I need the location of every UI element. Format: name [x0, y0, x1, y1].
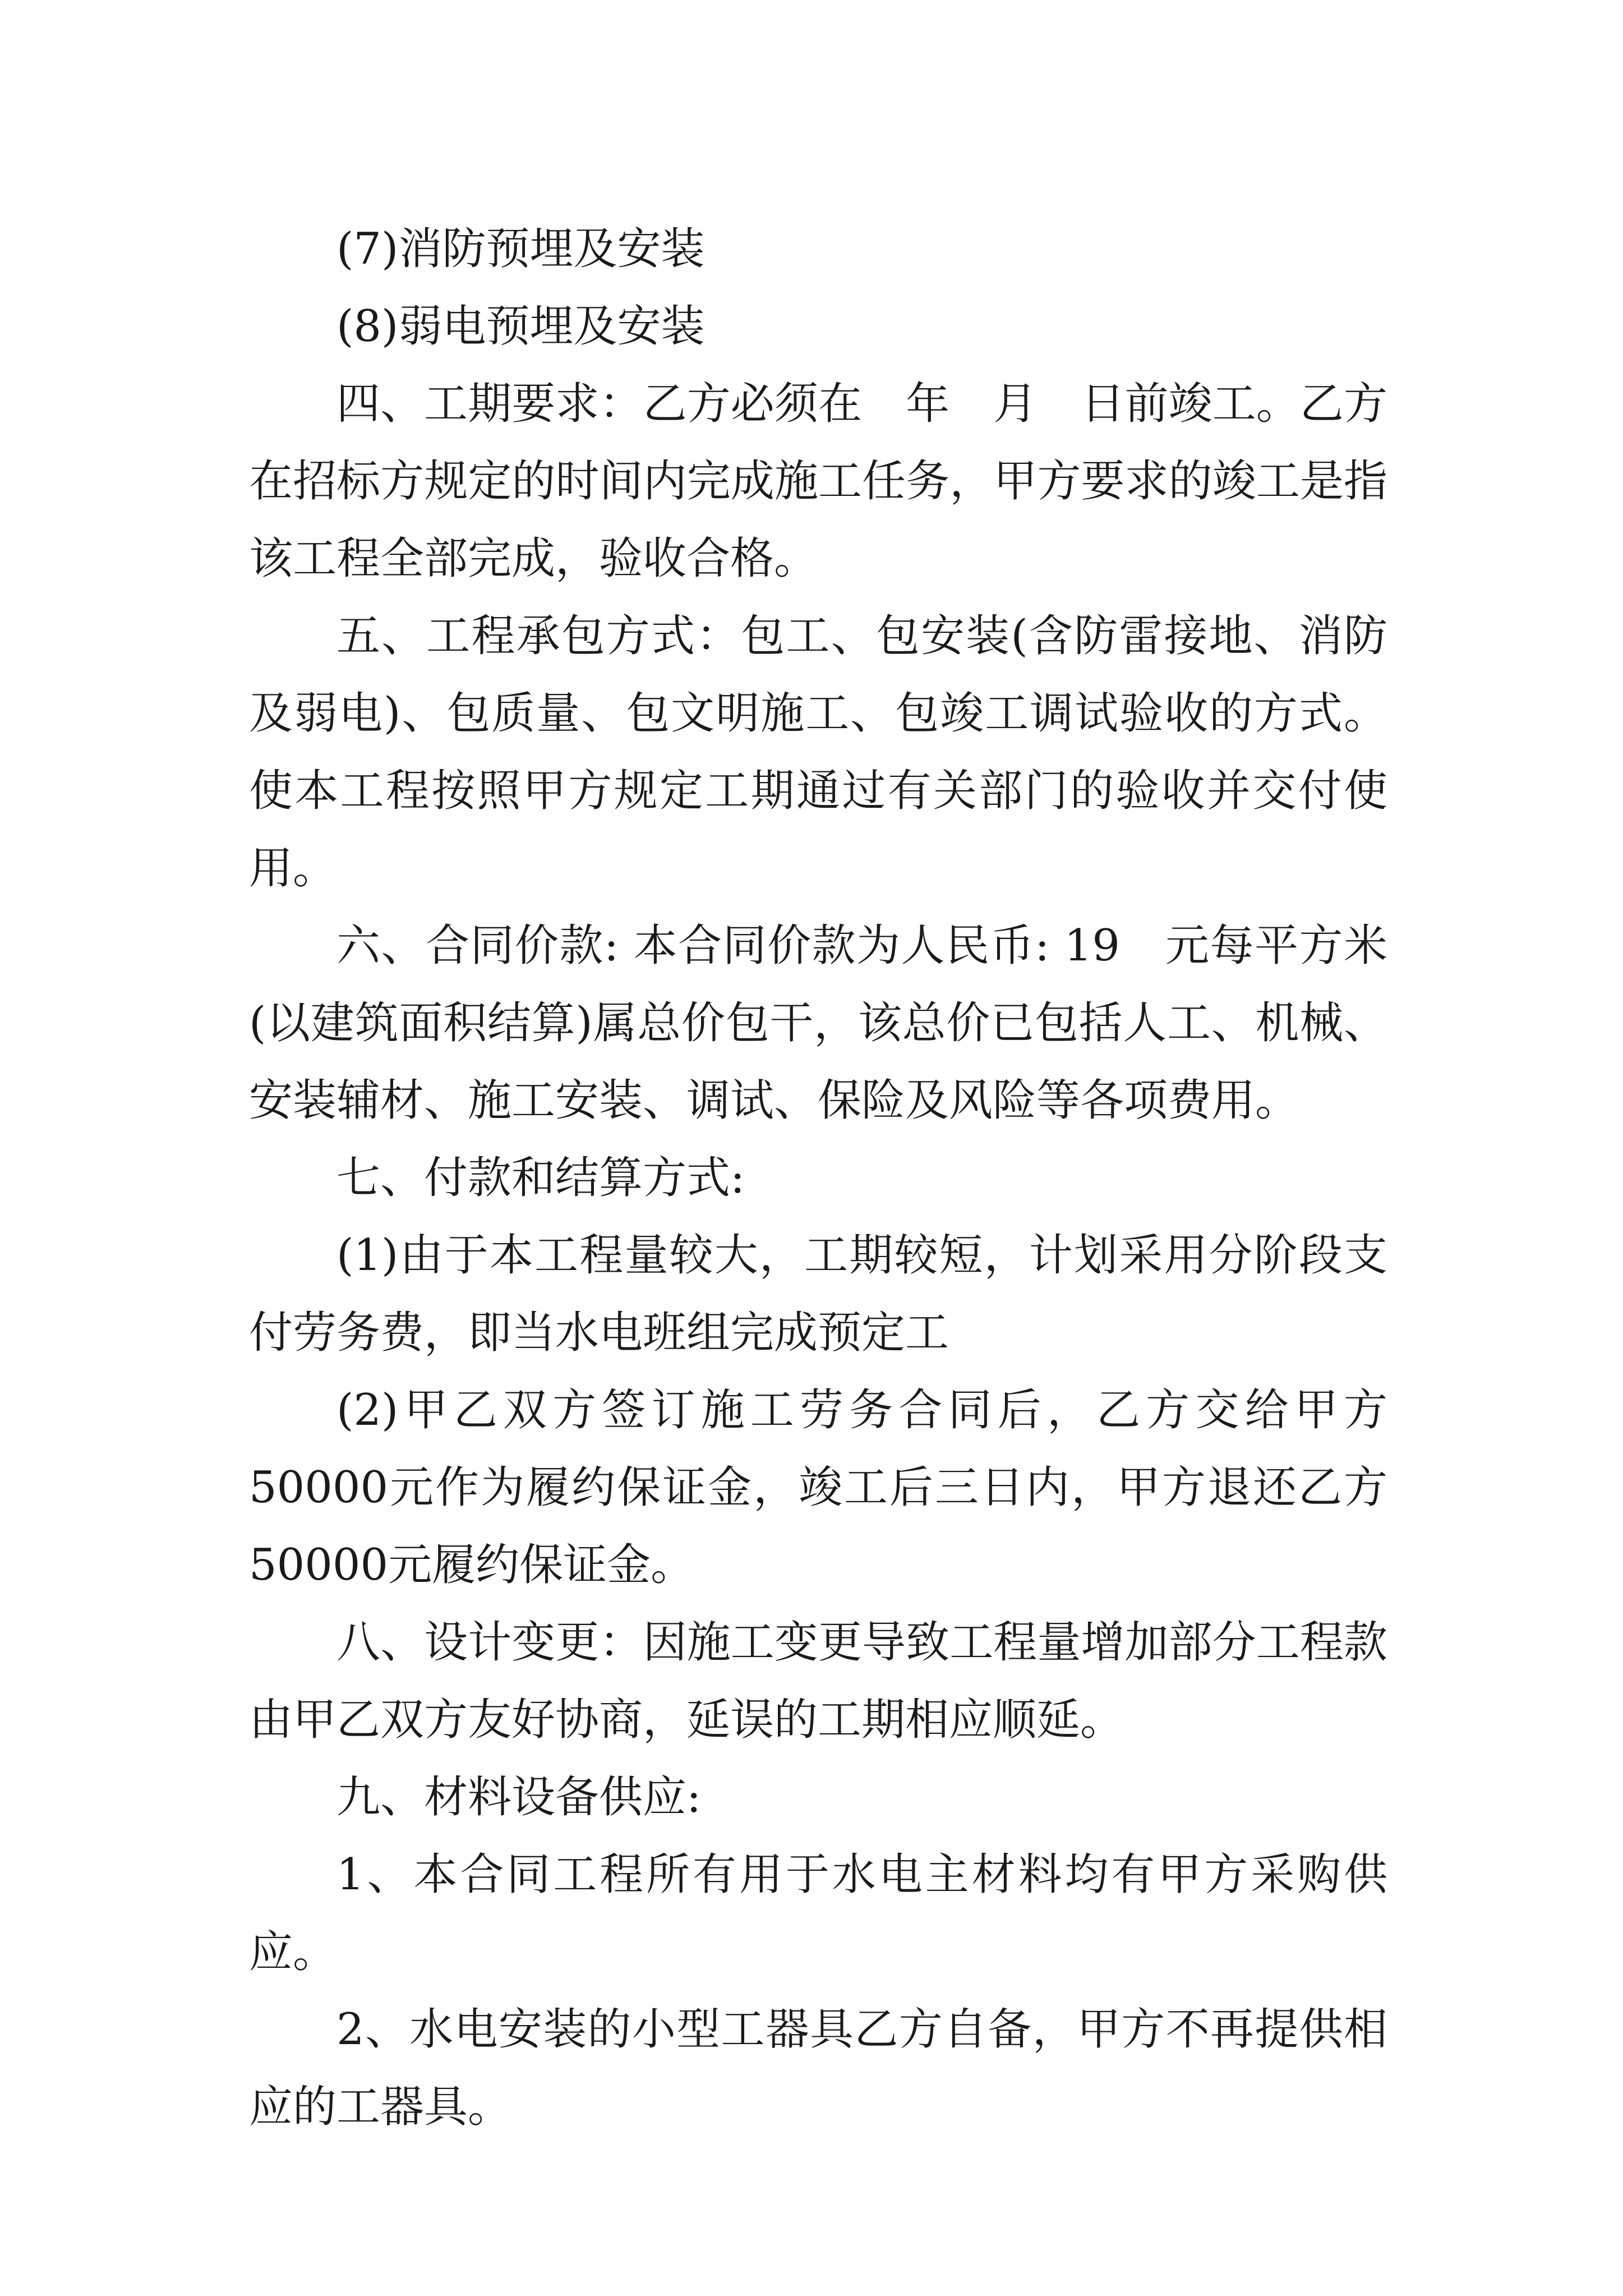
paragraph-contract-method: 五、工程承包方式：包工、包安装(含防雷接地、消防及弱电)、包质量、包文明施工、包竣工调试验收的方式。使本工程按照甲方规定工期通过有关部门的验收并交付使用。: [249, 611, 1387, 894]
paragraph-materials-1: 1、本合同工程所有用于水电主材料均有甲方采购供应。: [249, 1849, 1387, 1977]
paragraph-payment-1: (1)由于本工程量较大，工期较短，计划采用分阶段支付劳务费，即当水电班组完成预定工: [249, 1230, 1387, 1358]
paragraph-payment-heading: 七、付款和结算方式:: [336, 1153, 745, 1203]
paragraph-schedule: 四、工期要求：乙方必须在 年 月 日前竣工。乙方在招标方规定的时间内完成施工任务，甲方要求的竣工是指该工程全部完成，验收合格。: [249, 379, 1387, 584]
paragraph-materials-2: 2、水电安装的小型工器具乙方自备，甲方不再提供相应的工器具。: [249, 2004, 1387, 2132]
paragraph-payment-2: (2)甲乙双方签订施工劳务合同后，乙方交给甲方50000元作为履约保证金，竣工后三日内，甲方退还乙方50000元履约保证金。: [249, 1385, 1387, 1590]
document-body: [249, 210, 1387, 2146]
paragraph-design-change: 八、设计变更：因施工变更导致工程量增加部分工程款由甲乙双方友好协商，延误的工期相应顺延。: [249, 1617, 1387, 1745]
paragraph-item-8: (8)弱电预埋及安装: [336, 301, 705, 352]
paragraph-item-7: (7)消防预埋及安装: [336, 224, 705, 274]
paragraph-materials-heading: 九、材料设备供应:: [336, 1772, 702, 1823]
paragraph-contract-price: 六、合同价款: 本合同价款为人民币: 19 元每平方米(以建筑面积结算)属总价包干，该总价已包括人工、机械、安装辅材、施工安装、调试、保险及风险等各项费用。: [249, 921, 1387, 1126]
